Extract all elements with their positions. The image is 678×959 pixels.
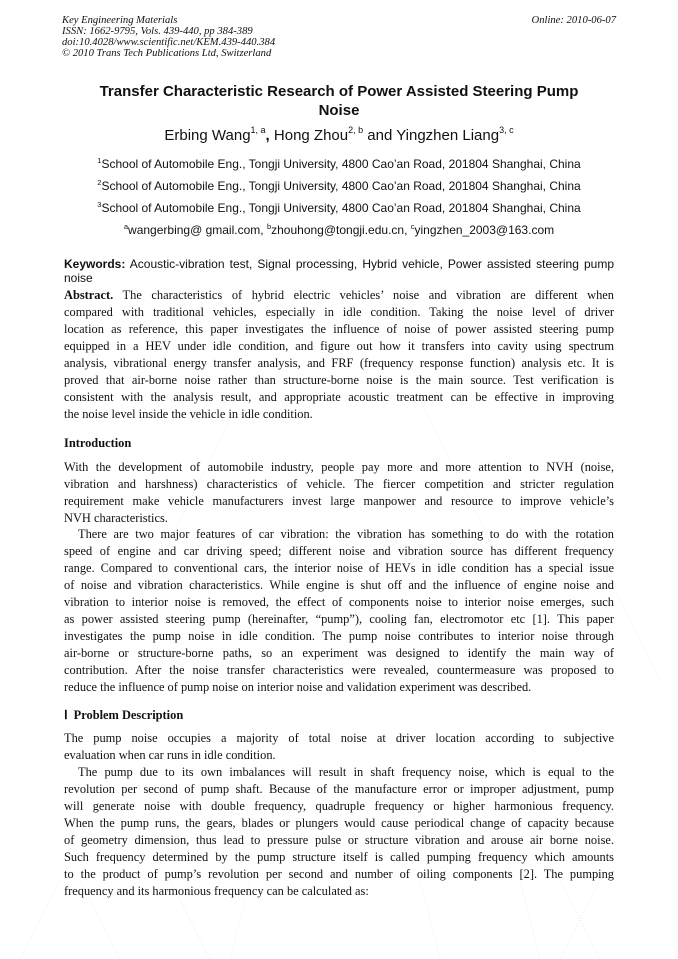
text-line: air-borne or structure-borne paths, so an experiment was designed to identify the main way of [64, 646, 614, 660]
text-line: vibration and harshness) characteristics of vehicle. The fiercer competition and stricter regulation [64, 477, 614, 491]
author-list [64, 127, 614, 144]
abstract-line: compared with traditional vehicles, especially in idle condition. Taking the noise level of driver [64, 305, 614, 319]
email-sup: c [410, 222, 415, 231]
problem-paragraph-1 [64, 730, 614, 764]
text-line: NVH characteristics. [64, 511, 168, 525]
online-date: Online: 2010-06-07 [531, 15, 616, 26]
text-line: investigates the pump noise in idle condition. The pump noise contributes to interior noise through [64, 629, 614, 643]
title-line-1: Transfer Characteristic Research of Power Assisted Steering Pump [99, 83, 579, 100]
affiliation-text: School of Automobile Eng., Tongji University, 4800 Cao’an Road, 201804 Shanghai, China [101, 201, 581, 215]
journal-copyright: © 2010 Trans Tech Publications Ltd, Switzerland [62, 48, 272, 59]
author-name: Hong Zhou [273, 127, 349, 144]
journal-name: Key Engineering Materials [62, 15, 178, 26]
affiliation-text: School of Automobile Eng., Tongji University, 4800 Cao’an Road, 201804 Shanghai, China [101, 157, 581, 171]
email-list [64, 223, 614, 237]
text-line: speed of engine and car driving speed; different noise and vibration source has different frequency [64, 544, 614, 558]
email-sup: a [123, 222, 129, 231]
text-line: vibration to interior noise is removed, the effect of components noise to interior noise emerges, such [64, 595, 614, 609]
text-line: reduce the influence of pump noise on interior noise and validation experiment was described. [64, 680, 532, 694]
abstract [64, 287, 614, 423]
affiliation-sup: 1 [97, 156, 102, 165]
keywords-text: Acoustic-vibration test, Signal processing, Hybrid vehicle, Power assisted steering pump noise [64, 257, 614, 285]
problem-paragraph-2 [64, 764, 614, 900]
author-separator: and [363, 127, 397, 144]
abstract-line: equipped in a HEV under idle condition, and figure out how it transfers into cavity using spectrum [64, 339, 614, 353]
abstract-line: analysis, vibrational energy transfer analysis, and FRF (frequency response function) analysis etc. It is [64, 356, 614, 370]
journal-header [62, 15, 275, 59]
author-sup: 2, b [348, 125, 364, 135]
text-line: to the product of pump’s revolution per second and number of oiling components [2]. The pumping [64, 867, 614, 881]
author-name: Erbing Wang [164, 127, 251, 144]
author-name: Yingzhen Liang [396, 127, 500, 144]
section-numeral: Ⅰ [64, 708, 68, 722]
email-link[interactable]: wangerbing@ gmail.com, [128, 223, 267, 237]
abstract-line: proved that air-borne noise rather than structure-borne noise is the main source. Test verification is [64, 373, 614, 387]
affiliation-sup: 2 [97, 178, 102, 187]
abstract-line: location as reference, this paper investigates the influence of noise of power assisted steering pump [64, 322, 614, 336]
text-line: The pump noise occupies a majority of total noise at driver location according to subjective [64, 731, 614, 745]
text-line: Such frequency determined by the pump structure itself is called pumping frequency which amounts [64, 850, 614, 864]
text-line: of geometry dimension, thus lead to pressure pulse or structure vibration and arouse air borne noise. [64, 833, 614, 847]
section-heading-introduction: Introduction [64, 436, 132, 450]
keywords [64, 258, 614, 285]
affiliation-3 [64, 201, 614, 215]
text-line: The pump due to its own imbalances will result in shaft frequency noise, which is equal to the [78, 765, 614, 779]
affiliation-sup: 3 [97, 200, 102, 209]
author-separator: , [265, 127, 274, 144]
affiliation-1 [64, 157, 614, 171]
email-link[interactable]: zhouhong@tongji.edu.cn, [271, 223, 411, 237]
abstract-label: Abstract. [64, 288, 114, 302]
text-line: evaluation when car runs in idle condition. [64, 748, 276, 762]
text-line: range. Compared to conventional cars, the interior noise of HEVs in idle condition has a special issue [64, 561, 614, 575]
title-line-2: Noise [318, 102, 360, 119]
text-line: There are two major features of car vibration: the vibration has something to do with the rotation [78, 527, 614, 541]
text-line: frequency and its harmonious frequency can be calculated as: [64, 884, 369, 898]
text-line: contribution. After the noise transfer characteristics were revealed, countermeasure was proposed to [64, 663, 614, 677]
author-sup: 3, c [499, 125, 514, 135]
abstract-line: consistent with the analysis result, and appropriate acoustic treatment can be effective in improving [64, 390, 614, 404]
affiliation-text: School of Automobile Eng., Tongji University, 4800 Cao’an Road, 201804 Shanghai, China [101, 179, 581, 193]
email-sup: b [266, 222, 272, 231]
text-line: as power assisted steering pump (hereinafter, “pump”), cooling fan, electromotor etc [1]. This paper [64, 612, 614, 626]
intro-paragraph-1 [64, 459, 614, 527]
text-line: will generate noise with double frequency, quadruple frequency or higher harmonious frequency. [64, 799, 614, 813]
text-line: of noise and vibration characteristics. While engine is shut off and the influence of engine noise and [64, 578, 614, 592]
keywords-label: Keywords: [64, 257, 126, 271]
intro-paragraph-2 [64, 526, 614, 696]
abstract-line: Abstract. The characteristics of hybrid electric vehicles’ noise and vibration are different when [64, 288, 614, 302]
abstract-line: the noise level inside the vehicle in idle condition. [64, 407, 313, 421]
author-sup: 1, a [250, 125, 266, 135]
text-line: With the development of automobile industry, people pay more and more attention to NVH (noise, [64, 460, 614, 474]
section-heading-problem-description [64, 707, 183, 723]
email-link[interactable]: yingzhen_2003@163.com [414, 223, 555, 237]
text-line: When the pump runs, the gears, blades or plungers would cause periodical change of capacity because [64, 816, 614, 830]
text-line: requirement make vehicle manufacturers invest large manpower and resource to improve vehicle’s [64, 494, 614, 508]
affiliation-2 [64, 179, 614, 193]
paper-title [64, 82, 614, 120]
text-line: revolution per second of pump shaft. Because of the manufacture error or improper adjustment, pump [64, 782, 614, 796]
journal-issn: ISSN: 1662-9795, Vols. 439-440, pp 384-389 [62, 26, 253, 37]
section-title: Problem Description [73, 708, 184, 722]
journal-doi[interactable]: doi:10.4028/www.scientific.net/KEM.439-440.384 [62, 37, 276, 48]
